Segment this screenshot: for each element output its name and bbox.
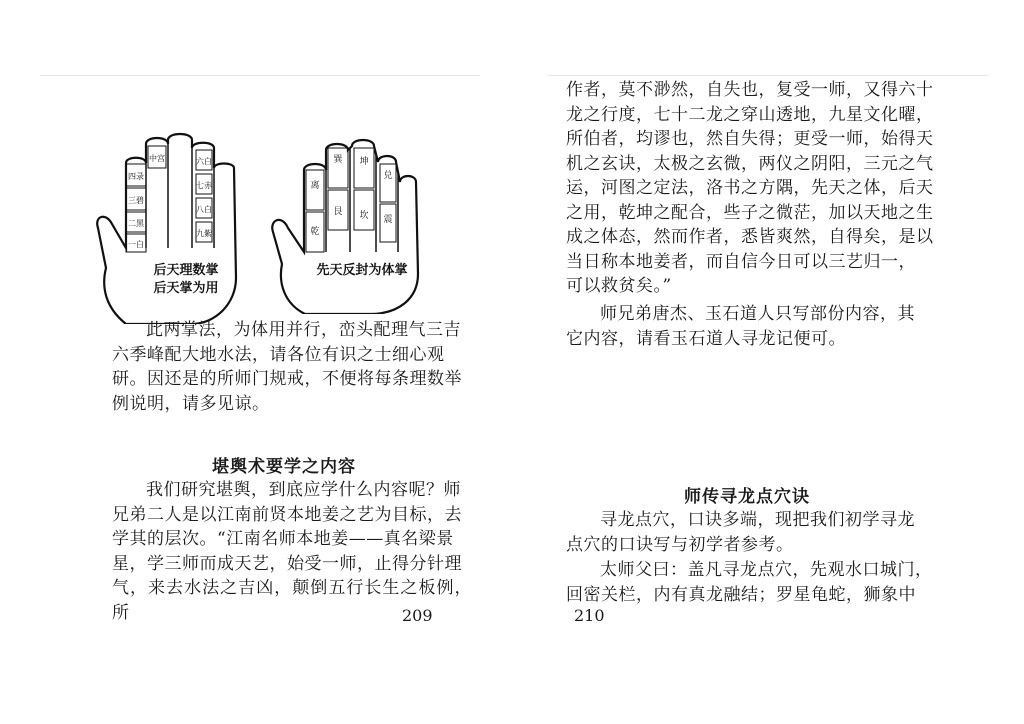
page-number-right: 210 [574, 606, 605, 625]
palm-label-three: 三碧 [128, 196, 144, 205]
palm-label-one: 一白 [128, 240, 144, 249]
trigram-xun: 巽 [333, 155, 343, 165]
text-line: 所伯者，均谬也，然自失得；更受一师，始得天 [566, 129, 934, 149]
page-number-left: 209 [402, 606, 433, 625]
paragraph-quote-continuation [566, 78, 946, 299]
hand2-caption: 先天反封为体掌 [316, 263, 408, 278]
text-line: 研。因还是的所师门规戒，不便将每条理数举 [112, 369, 462, 389]
text-line: 例说明，请多见谅。 [112, 393, 270, 414]
section-heading-kanyu: 堪舆术要学之内容 [212, 457, 356, 477]
paragraph-dragon-intro [566, 508, 946, 557]
text-line: 成之体态，然而作者，悉皆爽然，自得矣，是以 [566, 227, 934, 247]
palm-label-two: 二黑 [128, 219, 144, 228]
text-line: 学其的层次。“江南名师本地姜——真名梁景 [112, 529, 454, 549]
paragraph-master-says [566, 558, 946, 607]
text-line: 气，来去水法之吉凶，颠倒五行长生之板例，所 [112, 578, 472, 623]
paragraph-brothers-note [566, 302, 946, 351]
text-line: 寻龙点穴，口诀多端，现把我们初学寻龙 [600, 510, 915, 530]
trigram-qian: 乾 [310, 227, 320, 237]
text-line: 我们研究堪舆，到底应学什么内容呢？师 [146, 480, 461, 500]
palm-label-center: 中宫 [149, 154, 165, 163]
text-line: 当日称本地姜者，而自信今日可以三艺归一， [566, 251, 916, 272]
text-line: 星，学三师而成天艺，始受一师，止得分针理 [112, 553, 462, 574]
hand-diagram-later-heaven [96, 128, 264, 324]
text-line: 师兄弟唐杰、玉石道人只写部份内容，其 [600, 304, 915, 324]
text-line: 可以救贫矣。” [566, 276, 672, 296]
palm-label-seven: 七赤 [196, 181, 212, 190]
text-line: 它内容，请看玉石道人寻龙记便可。 [566, 328, 846, 349]
palm-label-four: 四录 [128, 172, 144, 181]
trigram-kan: 坎 [359, 211, 369, 221]
text-line: 运，河图之定法，洛书之方隅，先天之体，后天 [566, 178, 934, 198]
text-line: 太师父曰：盖凡寻龙点穴，先观水口城门， [600, 560, 933, 580]
text-line: 六季峰配大地水法，请各位有识之士细心观 [112, 344, 445, 365]
text-line: 之用，乾坤之配合，些子之微茫，加以天地之生 [566, 202, 934, 223]
palm-label-eight: 八白 [196, 205, 212, 214]
section-heading-dragon: 师传寻龙点穴诀 [684, 487, 810, 507]
hand-diagram-former-heaven [270, 134, 440, 314]
paragraph-kanyu-study [112, 478, 472, 625]
palm-label-nine: 九紫 [196, 229, 212, 238]
text-line: 龙之行度，七十二龙之穿山透地，九星文化曜， [566, 104, 934, 125]
text-line: 回密关栏，内有真龙融结；罗星龟蛇，狮象中 [566, 584, 916, 605]
text-line: 作者，莫不渺然，自失也，复受一师，又得六十 [566, 80, 934, 100]
trigram-dui: 兑 [383, 171, 393, 181]
hand1-caption-line1: 后天理数掌 [153, 263, 219, 278]
trigram-li: 离 [310, 181, 320, 191]
trigram-gen: 艮 [333, 207, 343, 217]
text-line: 机之玄诀，太极之玄微，两仪之阴阳，三元之气 [566, 153, 934, 174]
right-page [512, 0, 1024, 724]
trigram-zhen: 震 [383, 215, 393, 225]
hand1-caption-line2: 后天掌为用 [153, 281, 219, 296]
palm-label-six: 六白 [196, 157, 212, 166]
text-line: 兄弟二人是以江南前贤本地姜之艺为目标，去 [112, 504, 462, 525]
paragraph-palm-methods [112, 318, 472, 416]
text-line: 点穴的口诀写与初学者参考。 [566, 534, 794, 555]
trigram-kun: 坤 [359, 157, 369, 167]
text-line: 此两掌法，为体用并行，峦头配理气三吉 [146, 320, 461, 340]
